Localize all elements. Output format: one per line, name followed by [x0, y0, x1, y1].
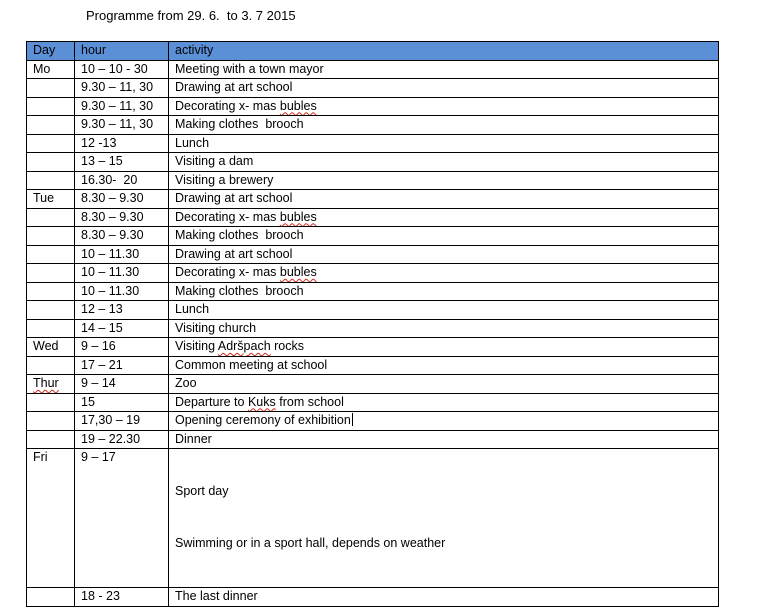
activity-cell[interactable]: Visiting church — [169, 319, 719, 338]
activity-cell[interactable]: Making clothes brooch — [169, 116, 719, 135]
activity-cell[interactable]: Drawing at art school — [169, 190, 719, 209]
table-row — [27, 449, 719, 588]
table-row — [27, 375, 719, 394]
hour-cell[interactable]: 8.30 – 9.30 — [75, 227, 169, 246]
table-row — [27, 171, 719, 190]
document-title: Programme from 29. 6. to 3. 7 2015 — [86, 8, 296, 23]
day-cell[interactable] — [27, 79, 75, 98]
day-cell[interactable] — [27, 97, 75, 116]
hour-cell[interactable]: 9.30 – 11, 30 — [75, 116, 169, 135]
activity-text: Visiting Adršpach rocks — [175, 339, 305, 353]
hour-cell[interactable]: 8.30 – 9.30 — [75, 208, 169, 227]
activity-text: Departure to Kuks from school — [175, 394, 344, 409]
hour-cell[interactable]: 9 – 14 — [75, 375, 169, 394]
hour-cell[interactable]: 8.30 – 9.30 — [75, 190, 169, 209]
table-row — [27, 116, 719, 135]
activity-cell[interactable] — [169, 97, 719, 116]
spellcheck-flagged-word: Adršpach — [217, 339, 271, 353]
programme-table — [26, 41, 719, 607]
activity-text: Decorating x- mas bubles — [175, 209, 317, 224]
hour-cell[interactable]: 17,30 – 19 — [75, 412, 169, 431]
table-row — [27, 79, 719, 98]
table-row — [27, 264, 719, 283]
day-cell[interactable] — [27, 227, 75, 246]
activity-cell[interactable]: Visiting a dam — [169, 153, 719, 172]
day-cell[interactable]: Mo — [27, 60, 75, 79]
hour-cell[interactable]: 9.30 – 11, 30 — [75, 79, 169, 98]
hour-cell[interactable]: 13 – 15 — [75, 153, 169, 172]
day-text — [33, 376, 59, 390]
day-cell[interactable] — [27, 375, 75, 394]
day-cell[interactable] — [27, 208, 75, 227]
activity-cell[interactable]: Lunch — [169, 301, 719, 320]
table-row — [27, 319, 719, 338]
hour-cell[interactable]: 14 – 15 — [75, 319, 169, 338]
hour-cell[interactable]: 12 – 13 — [75, 301, 169, 320]
hour-cell[interactable]: 15 — [75, 393, 169, 412]
day-cell[interactable] — [27, 319, 75, 338]
table-row — [27, 430, 719, 449]
header-activity[interactable]: activity — [169, 42, 719, 61]
day-cell[interactable]: Wed — [27, 338, 75, 357]
spellcheck-flagged-word: Thur — [33, 376, 59, 390]
hour-cell[interactable]: 17 – 21 — [75, 356, 169, 375]
activity-cell[interactable]: Drawing at art school — [169, 245, 719, 264]
table-row — [27, 190, 719, 209]
day-cell[interactable] — [27, 356, 75, 375]
activity-text: Decorating x- mas bubles — [175, 98, 317, 113]
hour-cell[interactable]: 10 – 11.30 — [75, 245, 169, 264]
header-hour[interactable]: hour — [75, 42, 169, 61]
activity-line: Swimming or in a sport hall, depends on weather — [175, 536, 446, 550]
activity-cell[interactable]: Making clothes brooch — [169, 227, 719, 246]
table-row — [27, 393, 719, 412]
activity-cell[interactable]: Lunch — [169, 134, 719, 153]
spellcheck-flagged-word: Kuks — [247, 394, 276, 409]
hour-cell[interactable]: 10 – 11.30 — [75, 282, 169, 301]
table-row — [27, 97, 719, 116]
table-row — [27, 134, 719, 153]
day-cell[interactable] — [27, 412, 75, 431]
spellcheck-flagged-word: bubles — [279, 265, 317, 279]
day-cell[interactable] — [27, 282, 75, 301]
activity-cell[interactable]: The last dinner — [169, 588, 719, 607]
hour-cell[interactable]: 16.30- 20 — [75, 171, 169, 190]
table-header-row — [27, 42, 719, 61]
table-row — [27, 282, 719, 301]
activity-cell[interactable] — [169, 412, 719, 431]
table-row — [27, 245, 719, 264]
hour-cell[interactable]: 19 – 22.30 — [75, 430, 169, 449]
activity-text: Decorating x- mas bubles — [175, 265, 317, 279]
table-row — [27, 208, 719, 227]
activity-cell[interactable]: Dinner — [169, 430, 719, 449]
activity-text: Opening ceremony of exhibition — [175, 413, 351, 427]
spellcheck-flagged-word: bubles — [279, 98, 317, 113]
day-cell[interactable]: Fri — [27, 449, 75, 588]
table-row — [27, 338, 719, 357]
table-row — [27, 356, 719, 375]
spellcheck-flagged-word: bubles — [279, 209, 317, 224]
day-cell[interactable] — [27, 153, 75, 172]
day-cell[interactable] — [27, 245, 75, 264]
table-row — [27, 227, 719, 246]
activity-cell[interactable]: Zoo — [169, 375, 719, 394]
activity-line: Sport day — [175, 484, 229, 498]
hour-cell[interactable]: 9 – 17 — [75, 449, 169, 588]
table-row — [27, 301, 719, 320]
activity-cell[interactable] — [169, 208, 719, 227]
activity-cell[interactable]: Drawing at art school — [169, 79, 719, 98]
table-row — [27, 153, 719, 172]
hour-cell[interactable]: 9 – 16 — [75, 338, 169, 357]
hour-cell[interactable]: 10 – 10 - 30 — [75, 60, 169, 79]
day-cell[interactable] — [27, 116, 75, 135]
table-row — [27, 60, 719, 79]
day-cell[interactable]: Tue — [27, 190, 75, 209]
activity-cell[interactable] — [169, 393, 719, 412]
day-cell[interactable] — [27, 393, 75, 412]
activity-cell[interactable]: Making clothes brooch — [169, 282, 719, 301]
day-cell[interactable] — [27, 301, 75, 320]
text-cursor — [352, 413, 353, 426]
activity-cell[interactable]: Visiting a brewery — [169, 171, 719, 190]
day-cell[interactable] — [27, 588, 75, 607]
table-row — [27, 588, 719, 607]
hour-cell[interactable]: 12 -13 — [75, 134, 169, 153]
header-day[interactable]: Day — [27, 42, 75, 61]
activity-cell[interactable] — [169, 264, 719, 283]
hour-cell[interactable]: 18 - 23 — [75, 588, 169, 607]
day-cell[interactable] — [27, 264, 75, 283]
activity-cell[interactable] — [169, 449, 719, 588]
day-cell[interactable] — [27, 430, 75, 449]
activity-cell[interactable]: Common meeting at school — [169, 356, 719, 375]
activity-cell[interactable]: Meeting with a town mayor — [169, 60, 719, 79]
hour-cell[interactable]: 10 – 11.30 — [75, 264, 169, 283]
activity-cell[interactable] — [169, 338, 719, 357]
day-cell[interactable] — [27, 171, 75, 190]
day-cell[interactable] — [27, 134, 75, 153]
hour-cell[interactable]: 9.30 – 11, 30 — [75, 97, 169, 116]
table-row — [27, 412, 719, 431]
